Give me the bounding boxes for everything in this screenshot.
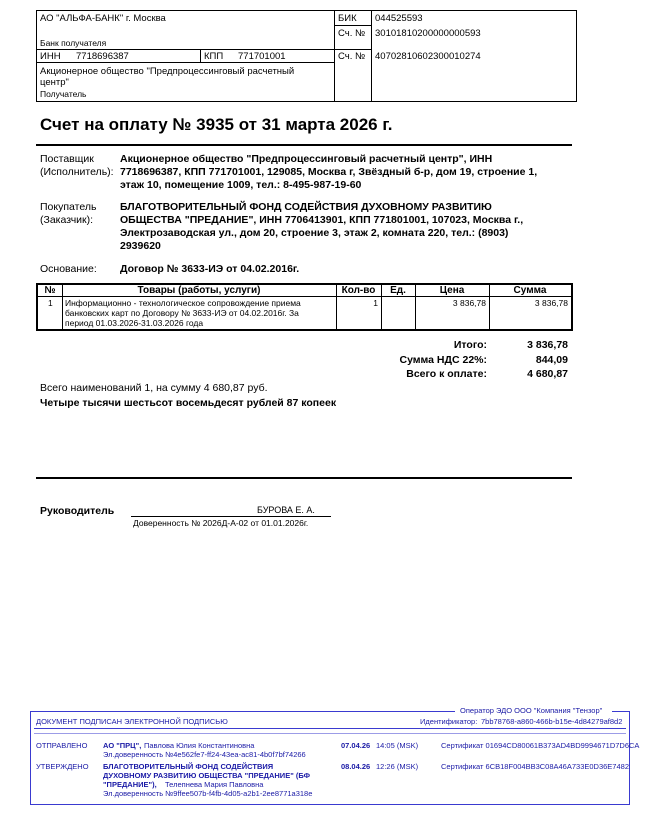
row-name-line: период 01.03.2026-31.03.2026 года — [65, 318, 204, 328]
edo-approved-time: 12:26 (MSK) — [376, 762, 419, 771]
supplier-line: Акционерное общество "Предпроцессинговый расчетный центр", ИНН — [120, 153, 493, 165]
col-header-qty: Кол-во — [341, 285, 376, 296]
edo-signed-title: ДОКУМЕНТ ПОДПИСАН ЭЛЕКТРОННОЙ ПОДПИСЬЮ — [36, 717, 228, 726]
invoice-title: Счет на оплату № 3935 от 31 марта 2026 г. — [40, 115, 393, 134]
kpp-value: 771701001 — [238, 51, 286, 62]
edo-approved-status: УТВЕРЖДЕНО — [36, 762, 89, 771]
stamp-border — [30, 711, 31, 805]
power-of-attorney: Доверенность № 2026Д-А-02 от 01.01.2026г. — [133, 518, 309, 528]
edo-sent-time: 14:05 (MSK) — [376, 741, 419, 750]
corr-account-label: Сч. № — [338, 28, 366, 39]
stamp-border — [629, 711, 630, 805]
account-value: 40702810602300010274 — [375, 51, 481, 62]
basis-value: Договор № 3633-ИЭ от 04.02.2016г. — [120, 263, 300, 275]
edo-sent-power: Эл.доверенность №4e562fe7-ff24-43ea-ac81-4b0f7bf74266 — [103, 750, 306, 759]
table-border — [36, 10, 37, 102]
table-border — [334, 49, 371, 50]
inn-value: 7718696387 — [76, 51, 129, 62]
col-header-sum: Сумма — [513, 285, 547, 296]
stamp-divider — [34, 728, 626, 729]
buyer-line: 2939620 — [120, 240, 161, 252]
buyer-label: Покупатель — [40, 201, 97, 213]
stamp-border — [30, 804, 630, 805]
edo-sent-date: 07.04.26 — [341, 741, 371, 750]
vat-label: Сумма НДС 22%: — [399, 354, 487, 366]
bank-name: АО "АЛЬФА-БАНК" г. Москва — [40, 13, 166, 24]
edo-approved-person: Телепнева Мария Павловна — [165, 780, 264, 789]
buyer-line: БЛАГОТВОРИТЕЛЬНЫЙ ФОНД СОДЕЙСТВИЯ ДУХОВНОМУ РАЗВИТИЮ — [120, 201, 492, 213]
table-border — [334, 25, 371, 26]
edo-sent-cert: Сертификат 01694CD80061B373AD4BD9994671D7D6CA — [441, 741, 640, 750]
edo-approved-org-line: "ПРЕДАНИЕ"), — [103, 780, 157, 789]
edo-id-label: Идентификатор: — [420, 717, 478, 726]
col-header-price: Цена — [439, 285, 465, 296]
amount-in-words: Четыре тысячи шестьсот восемьдесят рублей 87 копеек — [40, 397, 337, 409]
recipient-name-line2: центр" — [40, 77, 69, 88]
pay-value: 4 680,87 — [527, 368, 568, 380]
edo-operator: Оператор ЭДО ООО "Компания "Тензор" — [460, 706, 603, 715]
signature-role: Руководитель — [40, 505, 115, 517]
table-border — [371, 10, 372, 102]
buyer-line: Электрозаводская ул., дом 20, строение 3, этаж 2, комната 220, тел.: (8903) — [120, 227, 509, 239]
edo-approved-org-line: БЛАГОТВОРИТЕЛЬНЫЙ ФОНД СОДЕЙСТВИЯ — [103, 762, 274, 771]
supplier-line: этаж 10, помещение 1009, тел.: 8-495-987-19-60 — [120, 179, 362, 191]
bank-label: Банк получателя — [40, 38, 107, 48]
edo-sent-org: АО "ПРЦ", — [103, 741, 142, 750]
table-border — [200, 49, 201, 62]
recipient-label: Получатель — [40, 89, 87, 99]
edo-approved-cert: Сертификат 6CB18F004BB3C08A46A733E0D36E7482 — [441, 762, 629, 771]
supplier-label-sub: (Исполнитель): — [40, 166, 114, 178]
recipient-name-line1: Акционерное общество "Предпроцессинговый расчетный — [40, 66, 295, 77]
row-name-line: банковских карт по Договору № 3633-ИЭ от 04.02.2016г. За — [65, 308, 299, 318]
pay-label: Всего к оплате: — [406, 368, 487, 380]
total-value: 3 836,78 — [527, 339, 568, 351]
buyer-label-sub: (Заказчик): — [40, 214, 94, 226]
items-summary: Всего наименований 1, на сумму 4 680,87 руб. — [40, 382, 268, 394]
vat-value: 844,09 — [535, 354, 568, 366]
title-underline — [36, 144, 572, 146]
row-name-line: Информационно - технологическое сопровождение приема — [65, 298, 301, 308]
account-label: Сч. № — [338, 51, 366, 62]
signatory-name: БУРОВА Е. А. — [257, 505, 315, 515]
corr-account-value: 30101810200000000593 — [375, 28, 481, 39]
bik-value: 044525593 — [375, 13, 423, 24]
supplier-line: 7718696387, КПП 771701001, 129085, Москва г, Звёздный б-р, дом 19, строение 1, — [120, 166, 538, 178]
table-border — [36, 49, 334, 50]
row-price: 3 836,78 — [452, 298, 486, 308]
col-header-name: Товары (работы, услуги) — [137, 285, 261, 296]
basis-label: Основание: — [40, 263, 97, 275]
edo-approved-date: 08.04.26 — [341, 762, 371, 771]
stamp-divider — [34, 733, 626, 734]
table-border — [36, 101, 576, 102]
edo-approved-org-line: ДУХОВНОМУ РАЗВИТИЮ ОБЩЕСТВА "ПРЕДАНИЕ" (БФ — [103, 771, 311, 780]
col-header-unit: Ед. — [390, 285, 406, 296]
table-border — [36, 329, 573, 331]
edo-approved-power: Эл.доверенность №9ffee507b-f4fb-4d05-a2b1-2ee8771a318e — [103, 789, 313, 798]
table-border — [334, 10, 335, 102]
buyer-line: ОБЩЕСТВА "ПРЕДАНИЕ", ИНН 7706413901, КПП 771801001, 107023, Москва г., — [120, 214, 524, 226]
table-border — [36, 62, 334, 63]
kpp-label: КПП — [204, 51, 224, 62]
table-border — [571, 283, 573, 331]
table-border — [576, 10, 577, 102]
total-label: Итого: — [453, 339, 487, 351]
supplier-label: Поставщик — [40, 153, 94, 165]
signature-line — [131, 516, 331, 517]
edo-sent-person: Павлова Юлия Константиновна — [144, 741, 255, 750]
stamp-border — [612, 711, 630, 712]
bik-label: БИК — [338, 13, 357, 24]
section-divider — [36, 477, 572, 479]
col-header-num: № — [44, 285, 56, 296]
row-sum: 3 836,78 — [534, 298, 568, 308]
edo-id-value: 7bb78768-a860-466b-b15e-4d84279af8d2 — [481, 717, 623, 726]
stamp-border — [30, 711, 455, 712]
inn-label: ИНН — [40, 51, 61, 62]
table-border — [36, 10, 576, 11]
row-qty: 1 — [373, 298, 378, 308]
row-num: 1 — [48, 298, 53, 308]
edo-sent-status: ОТПРАВЛЕНО — [36, 741, 88, 750]
